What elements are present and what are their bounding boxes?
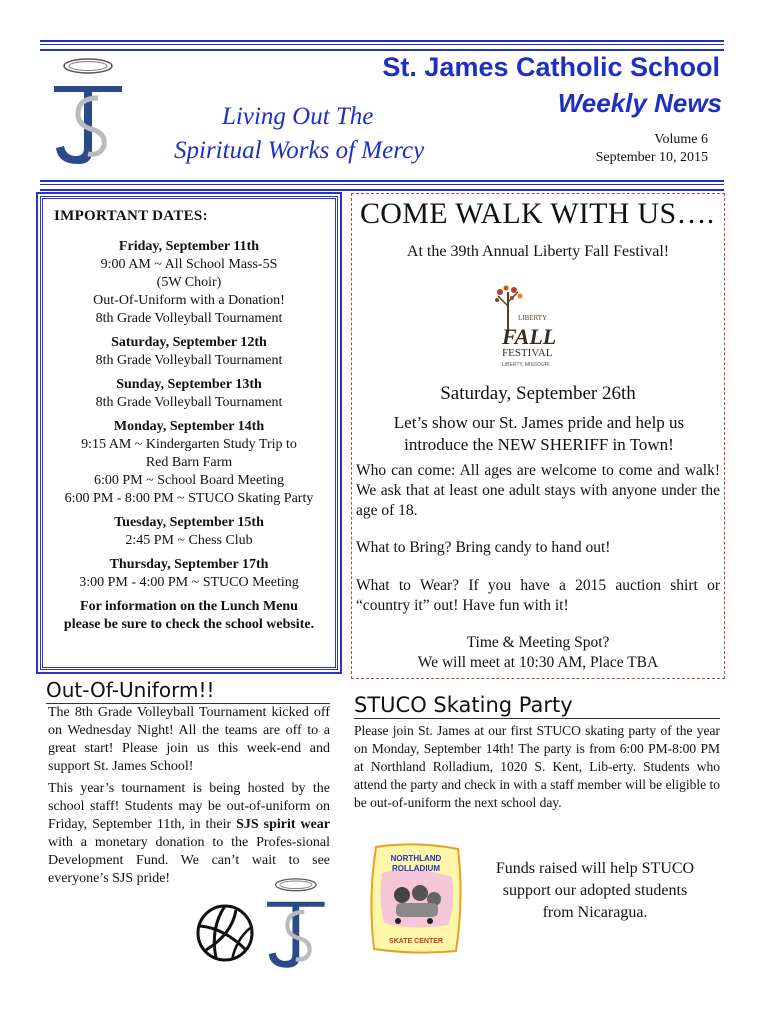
volume-number: Volume 6 bbox=[654, 132, 708, 147]
header-top-rule bbox=[40, 40, 724, 51]
wear-text: If you have a 2015 auction shirt or “country it” out! Have fun with it! bbox=[356, 577, 720, 614]
date-day: Thursday, September 17th bbox=[109, 557, 269, 572]
rolladium-line-1: NORTHLAND bbox=[390, 854, 442, 863]
important-dates-title: IMPORTANT DATES: bbox=[54, 208, 208, 224]
volleyball-icon bbox=[196, 904, 254, 962]
stuco-title: STUCO Skating Party bbox=[354, 693, 720, 719]
what-to-wear bbox=[356, 576, 720, 616]
bring-label: What to Bring? bbox=[356, 539, 452, 556]
date-day: Sunday, September 13th bbox=[116, 377, 262, 392]
spot-title: Time & Meeting Spot? bbox=[466, 634, 610, 651]
motto-line-1: Living Out The bbox=[222, 103, 374, 130]
para2-text-a: This year’s tournament is being hosted by the school staff! Students may be out-of-uniform on Friday, September 11th, in their bbox=[48, 781, 330, 832]
date-item: 8th Grade Volleyball Tournament bbox=[95, 353, 283, 368]
date-item: 3:00 PM - 4:00 PM ~ STUCO Meeting bbox=[79, 575, 299, 590]
lunch-note-line-2: please be sure to check the school website. bbox=[63, 617, 315, 632]
date-item: 2:45 PM ~ Chess Club bbox=[125, 533, 253, 548]
date-item: 6:00 PM ~ School Board Meeting bbox=[94, 473, 284, 488]
rolladium-line-2: ROLLADIUM bbox=[392, 864, 440, 873]
meeting-spot bbox=[352, 633, 724, 673]
date-item: Red Barn Farm bbox=[145, 455, 233, 470]
date-group bbox=[46, 238, 332, 328]
sjs-crest-logo bbox=[48, 52, 126, 168]
date-day: Friday, September 11th bbox=[118, 239, 260, 254]
spirit-wear-text: SJS spirit wear bbox=[236, 817, 330, 832]
walk-title: COME WALK WITH US…. bbox=[360, 197, 715, 230]
date-item: 8th Grade Volleyball Tournament bbox=[95, 395, 283, 410]
date-item: 9:15 AM ~ Kindergarten Study Trip to bbox=[81, 437, 297, 452]
date-group bbox=[46, 514, 332, 550]
who-can-come bbox=[356, 461, 720, 521]
date-group bbox=[46, 556, 332, 592]
what-to-bring bbox=[356, 538, 720, 558]
date-group bbox=[46, 334, 332, 370]
date-item: Out-Of-Uniform with a Donation! bbox=[93, 293, 285, 308]
who-label: Who can come: bbox=[356, 462, 456, 479]
fall-logo-top-text: LIBERTY bbox=[518, 314, 548, 322]
funds-line-3: from Nicaragua. bbox=[542, 904, 648, 921]
funds-line-1: Funds raised will help STUCO bbox=[495, 860, 695, 877]
funds-line-2: support our adopted students bbox=[502, 882, 688, 899]
stuco-paragraph: Please join St. James at our first STUCO skating party of the year on Monday, September 14th! The party is from 6:00 PM-8:00 PM at Northland Rolladium, 1020 S. Kent, Lib-erty. Students who attend the party and check in with a staff member will be eligible to be out-of-uniform the next school day. bbox=[354, 723, 720, 810]
issue-date: September 10, 2015 bbox=[595, 150, 708, 165]
fall-festival-logo bbox=[494, 282, 562, 372]
lunch-note-line-1: For information on the Lunch Menu bbox=[80, 599, 298, 614]
sjs-crest-logo-small bbox=[262, 872, 328, 972]
walk-subtitle: At the 39th Annual Liberty Fall Festival! bbox=[406, 243, 670, 260]
header-bottom-rule bbox=[40, 180, 724, 191]
important-dates-list bbox=[46, 238, 332, 640]
bring-text: Bring candy to hand out! bbox=[451, 539, 611, 556]
lunch-menu-note bbox=[46, 598, 332, 634]
newsletter-title: Weekly News bbox=[557, 88, 722, 118]
para2-text-b: with a monetary donation to the Profes-sional Development Fund. We can’t wait to see everyone’s SJS pride! bbox=[48, 835, 330, 886]
rolladium-line-3: SKATE CENTER bbox=[389, 938, 443, 945]
date-day: Monday, September 14th bbox=[113, 419, 265, 434]
wear-label: What to Wear? bbox=[356, 577, 460, 594]
date-group bbox=[46, 376, 332, 412]
spot-text: We will meet at 10:30 AM, Place TBA bbox=[417, 654, 659, 671]
pride-line-1: Let’s show our St. James pride and help us bbox=[393, 413, 685, 432]
walk-pride-text bbox=[360, 412, 718, 456]
school-name: St. James Catholic School bbox=[382, 52, 720, 82]
date-day: Saturday, September 12th bbox=[111, 335, 267, 350]
fall-logo-main-text: FALL bbox=[502, 324, 557, 349]
out-of-uniform-title: Out-Of-Uniform!! bbox=[46, 678, 330, 704]
pride-line-2: introduce the NEW SHERIFF in Town! bbox=[404, 435, 674, 454]
date-day: Tuesday, September 15th bbox=[114, 515, 264, 530]
date-item: 8th Grade Volleyball Tournament bbox=[95, 311, 283, 326]
fall-logo-tag-text: LIBERTY, MISSOURI bbox=[502, 362, 550, 368]
walk-event-date: Saturday, September 26th bbox=[440, 383, 636, 404]
fall-logo-sub-text: FESTIVAL bbox=[502, 347, 553, 359]
rolladium-logo bbox=[368, 843, 464, 955]
date-item: 9:00 AM ~ All School Mass-5S bbox=[100, 257, 278, 272]
date-item: 6:00 PM - 8:00 PM ~ STUCO Skating Party bbox=[64, 491, 314, 506]
funds-text bbox=[470, 858, 720, 924]
out-of-uniform-para-1: The 8th Grade Volleyball Tournament kicked off on Wednesday Night! All the teams are off to a great start! Please join us this week-end and support St. James School! bbox=[48, 705, 330, 774]
who-text: All ages are welcome to come and walk! We ask that at least one adult stays with anyone under the age of 18. bbox=[356, 462, 720, 519]
motto-line-2: Spiritual Works of Mercy bbox=[174, 137, 425, 164]
date-item: (5W Choir) bbox=[156, 275, 222, 290]
date-group bbox=[46, 418, 332, 508]
